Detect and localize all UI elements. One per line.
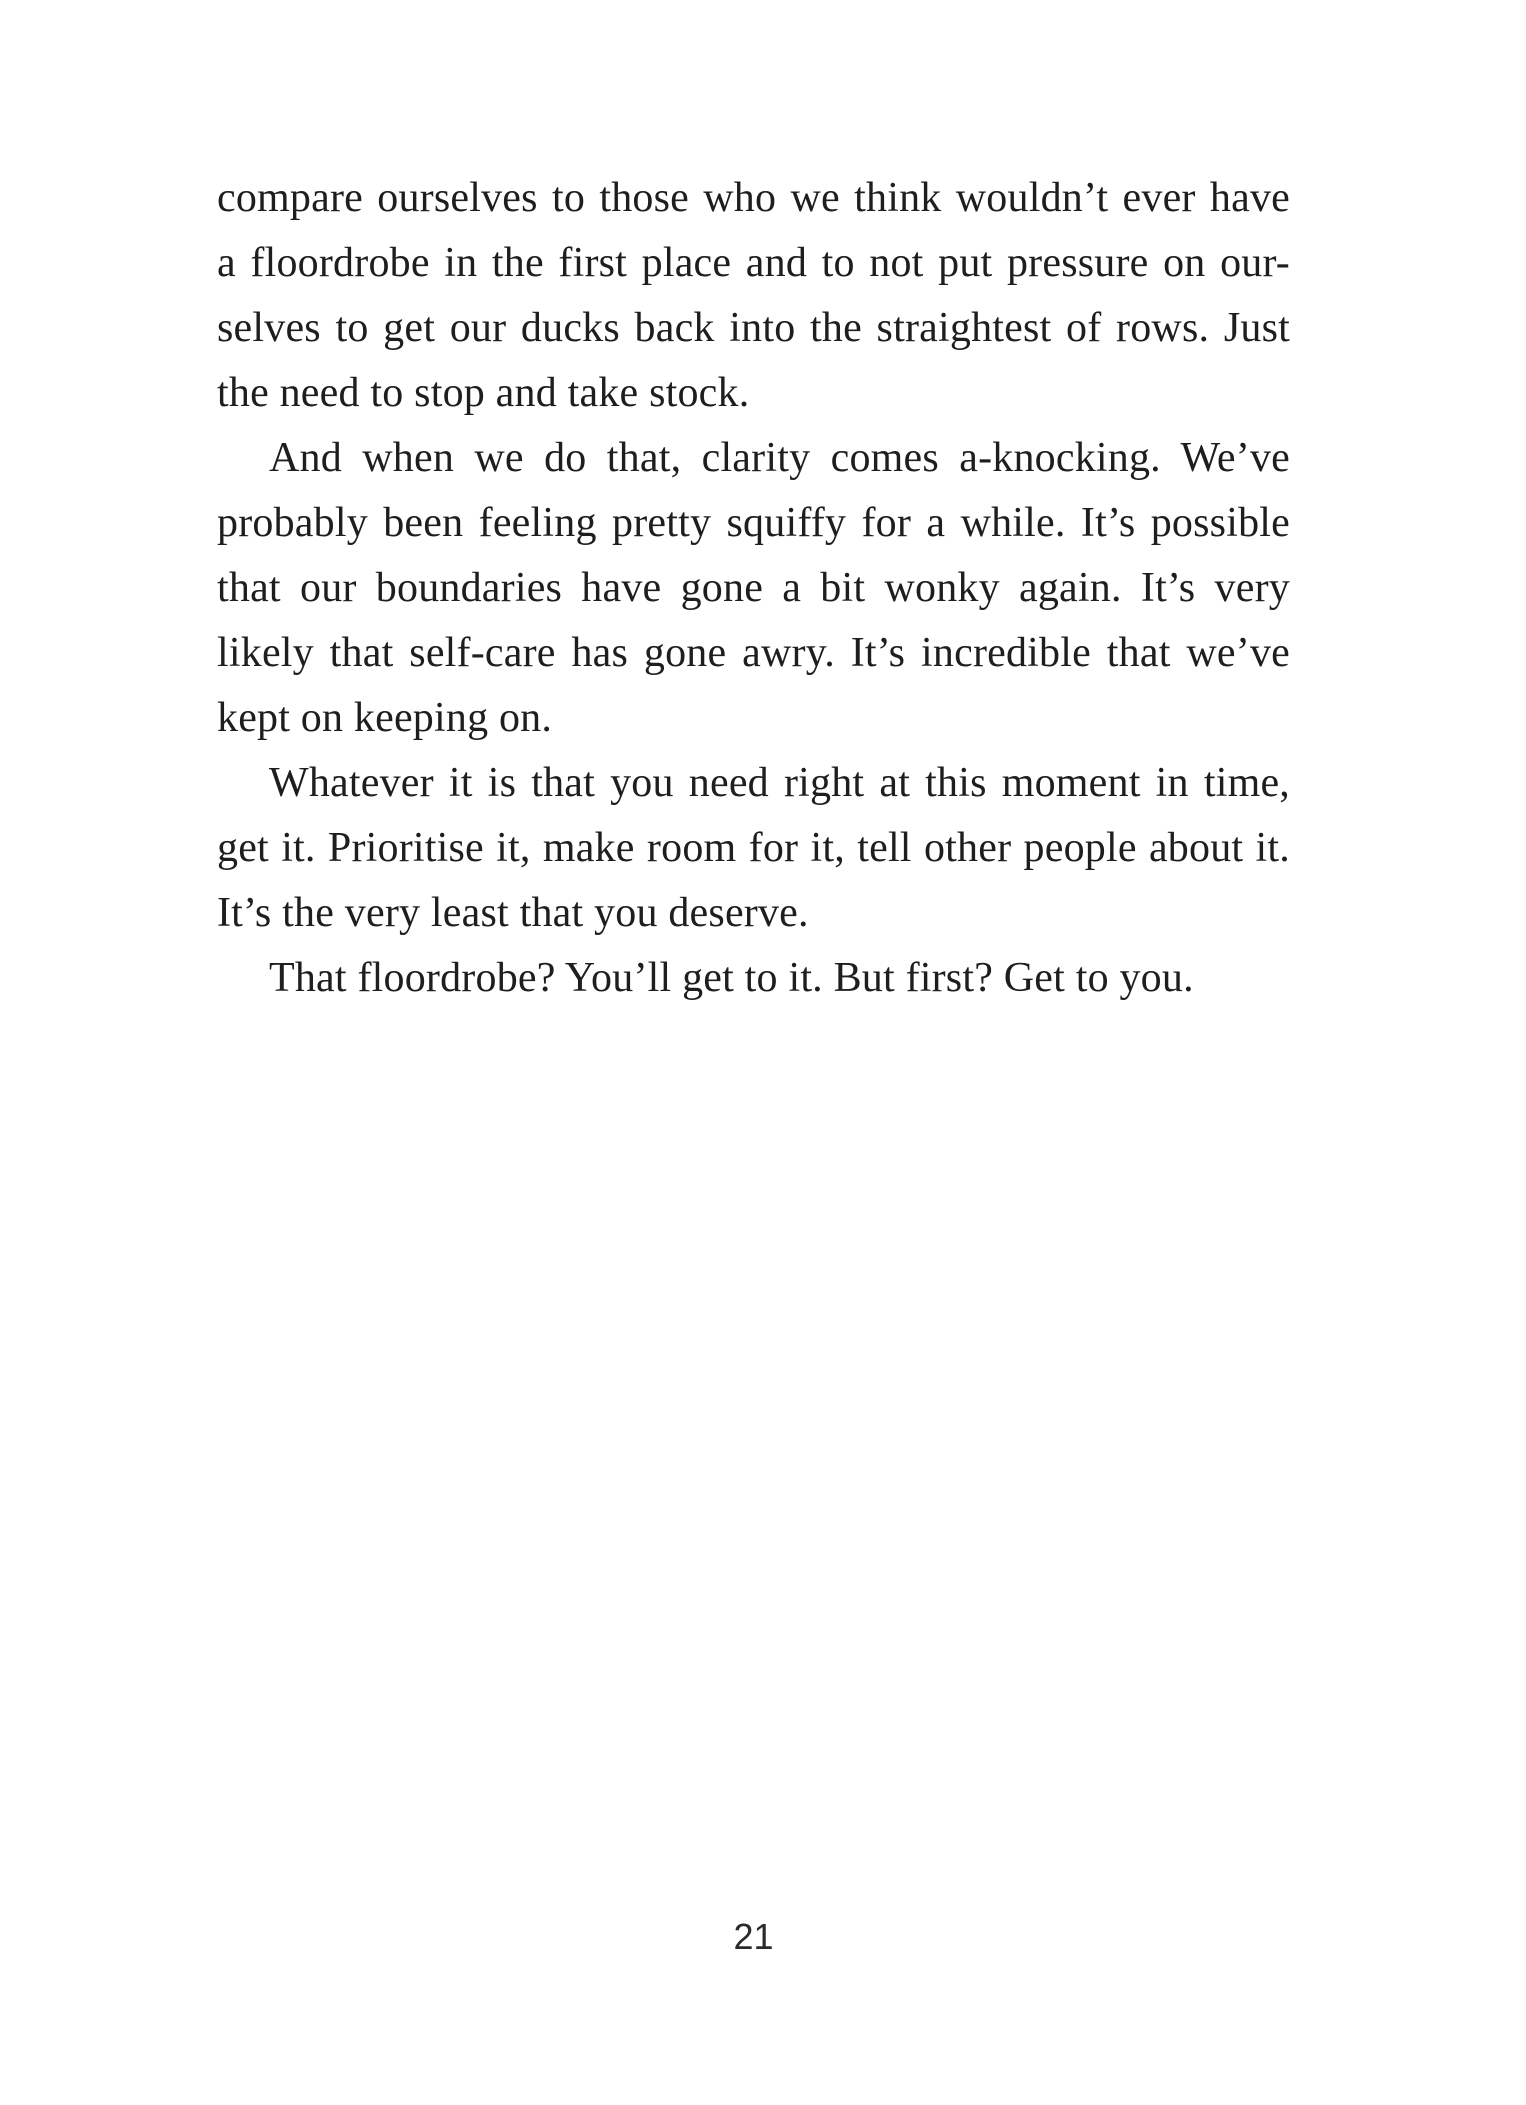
text-line: kept on keeping on. <box>217 695 553 741</box>
body-text <box>217 166 1290 1011</box>
text-line: compare ourselves to those who we think wouldn’t ever have <box>217 175 1290 221</box>
text-line: that our boundaries have gone a bit wonky again. It’s very <box>217 565 1290 611</box>
text-line: likely that self-care has gone awry. It’s incredible that we’ve <box>217 630 1290 676</box>
page-number: 21 <box>733 1916 774 1957</box>
text-line: a floordrobe in the first place and to not put pressure on our- <box>217 240 1290 286</box>
text-line: selves to get our ducks back into the straightest of rows. Just <box>217 305 1290 351</box>
text-line: the need to stop and take stock. <box>217 370 750 416</box>
text-line: That floordrobe? You’ll get to it. But first? Get to you. <box>269 955 1194 1001</box>
text-line: It’s the very least that you deserve. <box>217 890 809 936</box>
text-line: And when we do that, clarity comes a-knocking. We’ve <box>269 435 1290 481</box>
text-line: Whatever it is that you need right at this moment in time, <box>269 760 1290 806</box>
text-line: probably been feeling pretty squiffy for a while. It’s possible <box>217 500 1290 546</box>
text-line: get it. Prioritise it, make room for it, tell other people about it. <box>217 825 1290 871</box>
